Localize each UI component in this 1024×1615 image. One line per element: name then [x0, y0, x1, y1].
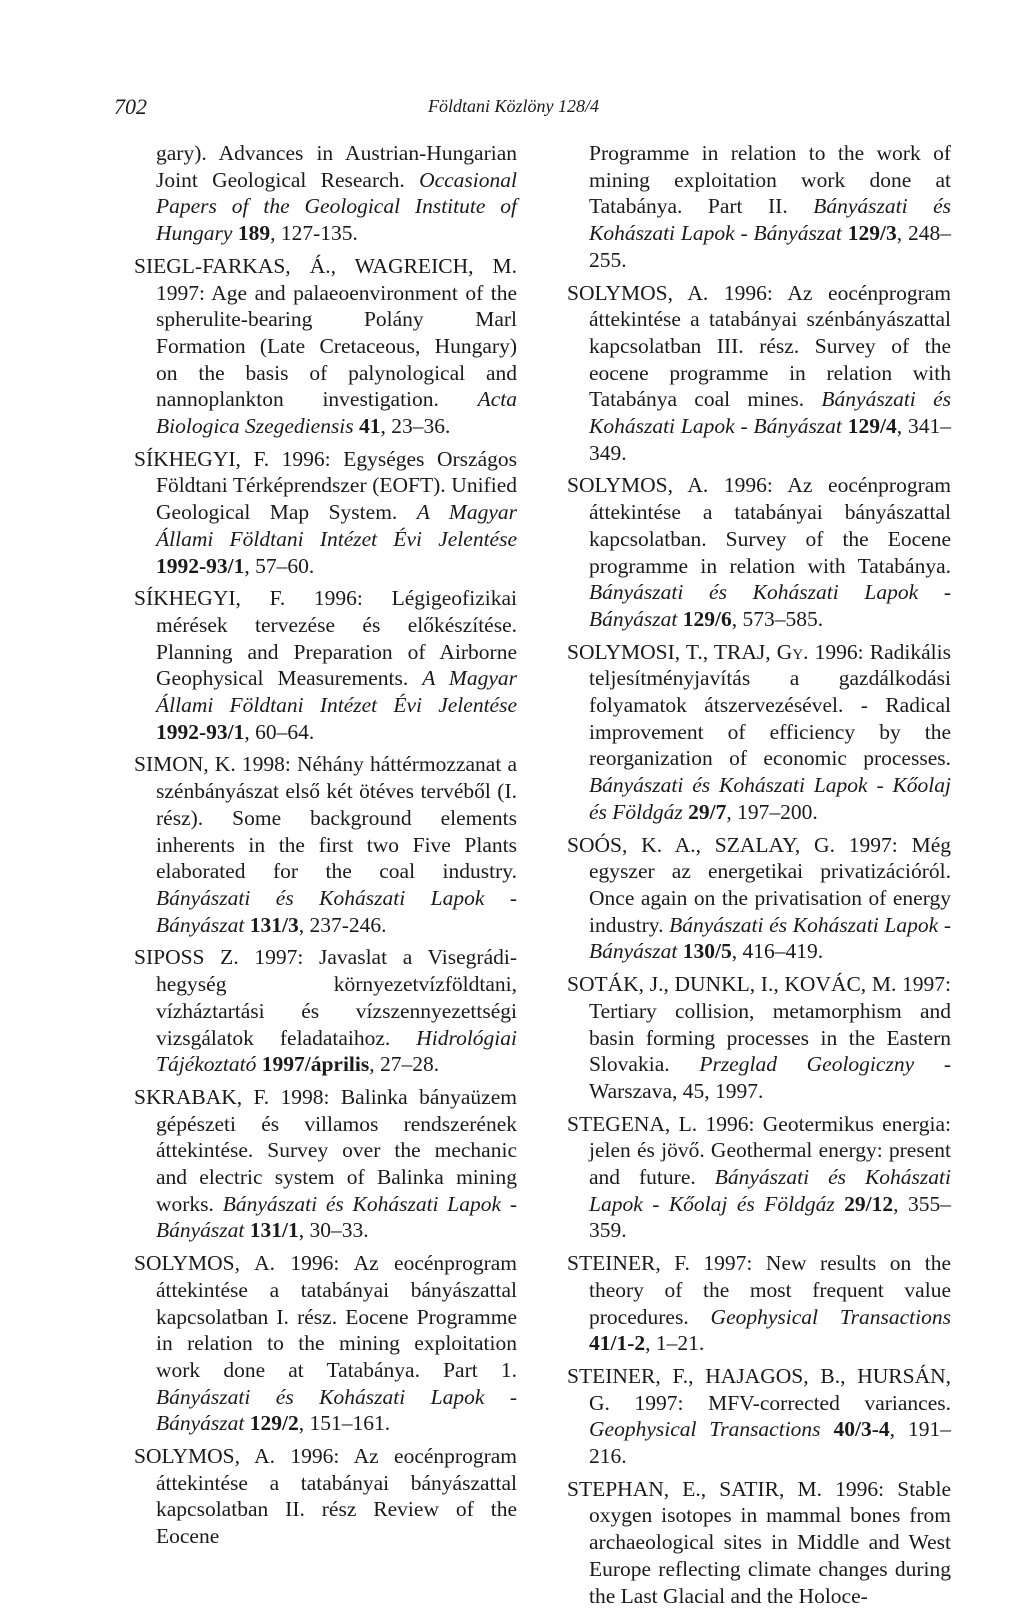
reference-entry	[134, 944, 517, 1078]
ref-author: SOLYMOSI, T., TRAJ, Gy.	[567, 639, 809, 664]
ref-pages: , 30–33.	[298, 1218, 369, 1243]
journal-title: Földtani Közlöny 128/4	[428, 96, 599, 116]
ref-source: Hidrológiai Tájékoztató	[156, 1025, 517, 1077]
ref-volume: 131/3	[244, 912, 299, 937]
ref-pages: , 1997.	[704, 1078, 764, 1103]
left-column	[134, 140, 517, 1556]
ref-volume: 40/3-4	[820, 1417, 890, 1442]
ref-text: 1996: Radikális teljesítményjavítás a gazdálkodási folyamatok átszervezésével. - Radical improvement of efficiency by the reorganization of economic processes.	[589, 639, 951, 771]
ref-source: Bányászati és Kohászati Lapok - Kőolaj és Földgáz	[589, 773, 951, 824]
ref-source: A Magyar Állami Földtani Intézet Évi Jelentése	[156, 666, 517, 718]
reference-entry	[134, 253, 517, 440]
ref-author: SÍKHEGYI, F.	[134, 446, 270, 471]
ref-text: 1996: Az eocénprogram áttekintése a tatabányai bányászattal kapcsolatban I. rész. Eocene Programme in relation to the mining exploitation work done at Tatabánya. Part 1.	[156, 1251, 517, 1382]
ref-text: Programme in relation to the work of mining exploitation work done at Tatabánya. Part II.	[589, 141, 951, 219]
ref-volume: 130/5	[677, 939, 732, 964]
ref-text: 1997: Tertiary collision, metamorphism and basin forming processes in the Eastern Slovakia.	[589, 972, 952, 1077]
reference-entry	[567, 472, 951, 632]
ref-volume: 41	[353, 414, 381, 439]
ref-text: 1997: Javaslat a Visegrádi-hegység környezetvízföldtani, vízháztartási és vízszennyezettségi vizsgálatok feladataihoz.	[156, 945, 518, 1050]
ref-pages: , 127-135.	[270, 221, 358, 246]
ref-author: SIEGL-FARKAS, Á., WAGREICH, M.	[134, 253, 517, 278]
ref-source: Bányászati és Kohászati Lapok - Bányászat	[589, 580, 951, 631]
reference-entry	[567, 140, 951, 274]
ref-pages: , 248–255.	[589, 221, 951, 272]
right-column	[567, 140, 951, 1615]
ref-pages: , 23–36.	[380, 414, 451, 439]
ref-volume: 129/6	[677, 606, 732, 631]
ref-text: 1997: Még egyszer az energetikai privatizációról. Once again on the privatisation of energy industry.	[589, 832, 951, 937]
ref-author: STEGENA, L.	[567, 1111, 698, 1136]
ref-volume: 129/2	[244, 1411, 299, 1436]
ref-author: SIPOSS Z.	[134, 945, 239, 970]
ref-volume: 41/1-2	[589, 1331, 646, 1356]
ref-text: 1996: Légigeofizikai mérések tervezése és előkészítése. Planning and Preparation of Airborne Geophysical Measurements.	[156, 586, 517, 691]
ref-volume: 29/12	[834, 1191, 894, 1216]
ref-author: STEPHAN, E., SATIR, M.	[567, 1476, 823, 1501]
ref-author: SOLYMOS, A.	[567, 473, 709, 498]
ref-source: Occasional Papers of the Geological Institute of Hungary	[156, 167, 517, 246]
ref-source: Przeglad Geologiczny	[699, 1052, 915, 1077]
ref-author: SÍKHEGYI, F.	[134, 586, 286, 611]
reference-entry	[567, 1111, 951, 1245]
ref-text: 1996: Geotermikus energia: jelen és jövő. Geothermal energy: present and future.	[589, 1111, 951, 1190]
ref-pages: , 197–200.	[726, 799, 818, 824]
reference-entry	[567, 280, 951, 467]
reference-entry	[134, 140, 517, 247]
ref-volume: 1992-93/1	[156, 553, 245, 578]
ref-pages: , 237-246.	[298, 912, 387, 937]
ref-text: 1997: MFV-corrected variances.	[609, 1390, 951, 1415]
ref-pages: , 57–60.	[244, 553, 315, 578]
ref-pages: , 60–64.	[244, 719, 315, 744]
ref-volume: 1997/április	[256, 1052, 370, 1077]
ref-author: SOLYMOS, A.	[134, 1251, 276, 1276]
ref-source: Bányászati és Kohászati Lapok - Bányászat	[589, 387, 951, 439]
ref-author: STEINER, F., HAJAGOS, B., HURSÁN, G.	[567, 1363, 951, 1415]
ref-volume: 131/1	[244, 1218, 299, 1243]
ref-source: Bányászati és Kohászati Lapok - Bányászat	[156, 885, 517, 937]
ref-pages: , 573–585.	[731, 606, 824, 631]
ref-text: gary). Advances in Austrian-Hungarian Joint Geological Research.	[156, 141, 517, 192]
ref-source: Bányászati és Kohászati Lapok - Bányászat	[156, 1384, 517, 1436]
ref-text: 1997: Age and palaeoenvironment of the spherulite-bearing Polány Marl Formation (Late Cretaceous, Hungary) on the basis of palynological and nannoplankton investigation.	[156, 280, 517, 412]
ref-source: Geophysical Transactions	[710, 1304, 951, 1329]
ref-author: SOLYMOS, A.	[567, 280, 709, 305]
ref-pages: , 355–359.	[589, 1191, 951, 1243]
reference-entry	[134, 1250, 517, 1437]
ref-source: Bányászati és Kohászati Lapok - Bányászat	[589, 194, 951, 246]
ref-author: STEINER, F.	[567, 1251, 690, 1276]
ref-volume: 1992-93/1	[156, 719, 245, 744]
page-header	[114, 94, 914, 124]
ref-volume: 129/4	[841, 414, 897, 439]
ref-text: 1998: Balinka bányaüzem gépészeti és villamos rendszerének áttekintése. Survey over the mechanic and electric system of Balinka mining works.	[156, 1084, 517, 1216]
ref-text: 1997: New results on the theory of the most frequent value procedures.	[589, 1251, 952, 1329]
ref-pages: , 27–28.	[369, 1052, 440, 1077]
ref-volume: - Warszava, 45	[589, 1052, 951, 1103]
ref-author: SKRABAK, F.	[134, 1084, 270, 1109]
ref-pages: , 151–161.	[298, 1411, 391, 1436]
ref-pages: , 1–21.	[645, 1331, 705, 1356]
reference-entry	[567, 639, 951, 826]
reference-entry	[134, 585, 517, 745]
ref-source: Acta Biologica Szegediensis	[156, 387, 517, 439]
ref-text: 1998: Néhány háttérmozzanat a szénbányászat első két ötéves tervéből (I. rész). Some background elements inherents in the first two Five Plants elaborated for the coal industry.	[156, 752, 517, 884]
ref-author: SOÓS, K. A., SZALAY, G.	[567, 832, 835, 857]
ref-text: 1996: Az eocénprogram áttekintése a tatabányai szénbányászattal kapcsolatban III. rész. Survey of the eocene programme in relation with Tatabánya coal mines.	[589, 280, 951, 412]
ref-author: SOTÁK, J., DUNKL, I., KOVÁC, M.	[567, 972, 897, 997]
ref-pages: , 341–349.	[589, 414, 951, 465]
reference-entry	[567, 1250, 951, 1357]
ref-volume: 129/3	[841, 221, 897, 246]
ref-author: SOLYMOS, A.	[134, 1444, 276, 1469]
reference-entry	[134, 446, 517, 580]
reference-entry	[134, 751, 517, 938]
ref-pages: , 416–419.	[731, 939, 824, 964]
reference-entry	[567, 971, 951, 1105]
reference-entry	[567, 832, 951, 966]
ref-source: Geophysical Transactions	[589, 1417, 821, 1442]
ref-text: 1996: Stable oxygen isotopes in mammal bones from archaeological sites in Middle and West Europe reflecting climate changes during the Last Glacial and the Holoce-	[589, 1476, 951, 1608]
ref-source: A Magyar Állami Földtani Intézet Évi Jelentése	[156, 500, 517, 551]
ref-volume: 29/7	[682, 799, 727, 824]
reference-entry	[567, 1363, 951, 1470]
reference-entry	[134, 1084, 517, 1244]
ref-author: SIMON, K.	[134, 752, 236, 777]
ref-pages: , 191–216.	[589, 1417, 951, 1469]
ref-source: Bányászati és Kohászati Lapok - Kőolaj és Földgáz	[589, 1165, 951, 1216]
ref-text: 1996: Egységes Országos Földtani Térképrendszer (EOFT). Unified Geological Map System.	[156, 446, 517, 525]
ref-source: Bányászati és Kohászati Lapok - Bányászat	[156, 1191, 517, 1243]
reference-entry	[134, 1443, 517, 1550]
reference-entry	[567, 1476, 951, 1610]
ref-text: 1996: Az eocénprogram áttekintése a tatabányai bányászattal kapcsolatban. Survey of the Eocene programme in relation with Tatabánya.	[589, 473, 951, 578]
ref-source: Bányászati és Kohászati Lapok - Bányászat	[589, 912, 951, 964]
ref-volume: 189	[232, 221, 271, 246]
page-number: 702	[114, 94, 147, 119]
ref-text: 1996: Az eocénprogram áttekintése a tatabányai bányászattal kapcsolatban II. rész Review of the Eocene	[156, 1444, 517, 1549]
